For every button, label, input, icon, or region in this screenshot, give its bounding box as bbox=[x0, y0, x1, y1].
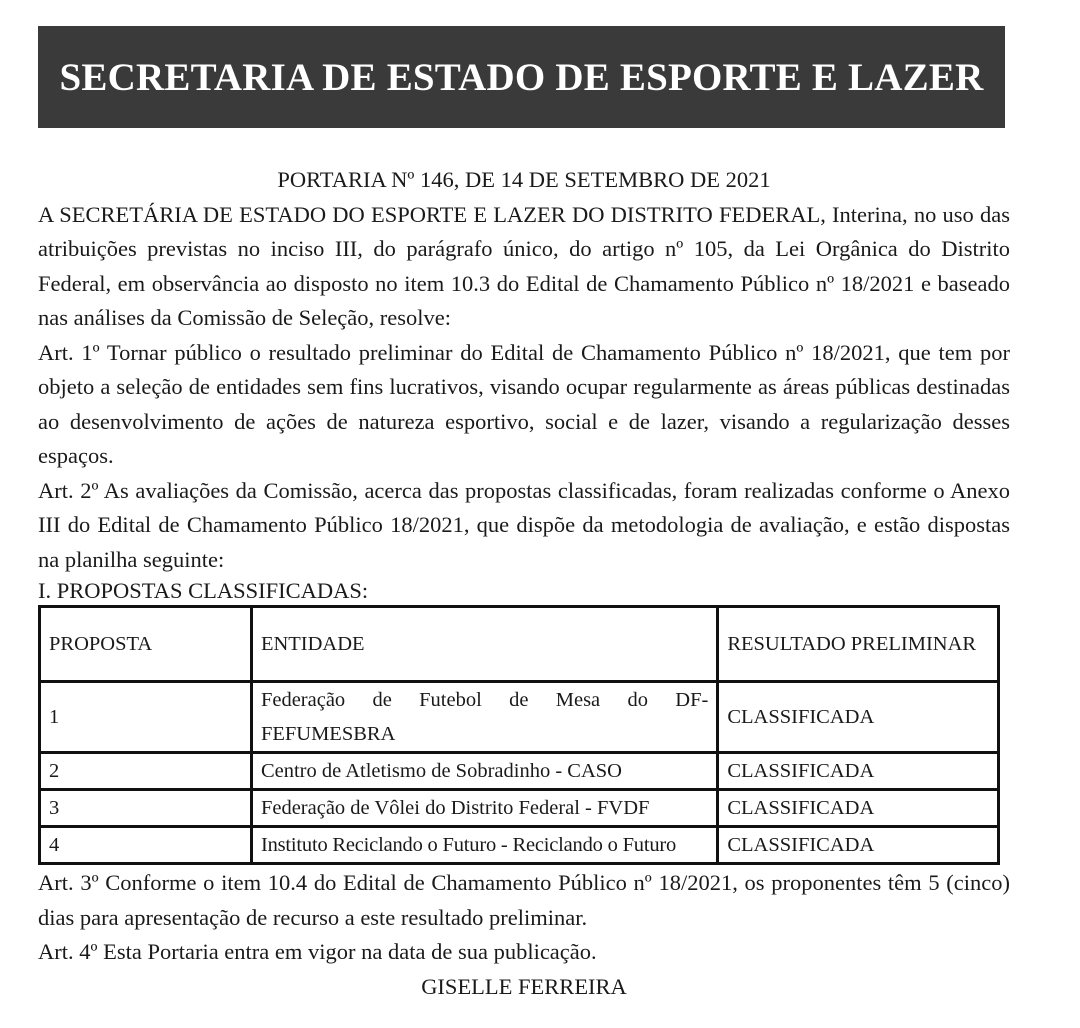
cell-resultado: CLASSIFICADA bbox=[718, 682, 999, 753]
cell-entidade: Federação de Vôlei do Distrito Federal - FVDF bbox=[251, 790, 717, 827]
table-row bbox=[40, 827, 999, 864]
section-title: I. PROPOSTAS CLASSIFICADAS: bbox=[38, 578, 369, 603]
cell-resultado: CLASSIFICADA bbox=[718, 753, 999, 790]
article-2: Art. 2º As avaliações da Comissão, acerca das propostas classificadas, foram realizadas conforme o Anexo III do Edital de Chamamento Público 18/2021, que dispõe da metodologia de avaliação, e estão dispostas na planilha seguinte: bbox=[38, 477, 1010, 572]
preamble-paragraph: A SECRETÁRIA DE ESTADO DO ESPORTE E LAZER DO DISTRITO FEDERAL, Interina, no uso das atribuições previstas no inciso III, do parágrafo único, do artigo nº 105, da Lei Orgânica do Distrito Federal, em observância ao disposto no item 10.3 do Edital de Chamamento Público nº 18/2021 e baseado nas análises da Comissão de Seleção, resolve: bbox=[38, 201, 1010, 330]
header-proposta: PROPOSTA bbox=[40, 607, 252, 682]
table-row bbox=[40, 790, 999, 827]
cell-proposta: 3 bbox=[40, 790, 252, 827]
cell-proposta: 1 bbox=[40, 682, 252, 753]
results-table bbox=[38, 605, 1000, 865]
table-row bbox=[40, 753, 999, 790]
article-4: Art. 4º Esta Portaria entra em vigor na data de sua publicação. bbox=[38, 939, 597, 964]
table-header-row bbox=[40, 607, 999, 682]
header-title: SECRETARIA DE ESTADO DE ESPORTE E LAZER bbox=[59, 55, 984, 99]
document-body bbox=[38, 163, 1010, 1004]
cell-proposta: 4 bbox=[40, 827, 252, 864]
portaria-title: PORTARIA Nº 146, DE 14 DE SETEMBRO DE 2021 bbox=[277, 167, 771, 192]
signatory: GISELLE FERREIRA bbox=[421, 973, 627, 999]
cell-entidade: Centro de Atletismo de Sobradinho - CASO bbox=[251, 753, 717, 790]
cell-resultado: CLASSIFICADA bbox=[718, 790, 999, 827]
header-bar bbox=[38, 26, 1005, 128]
cell-resultado: CLASSIFICADA bbox=[718, 827, 999, 864]
cell-entidade: Instituto Reciclando o Futuro - Reciclando o Futuro bbox=[251, 827, 717, 864]
header-entidade: ENTIDADE bbox=[251, 607, 717, 682]
cell-proposta: 2 bbox=[40, 753, 252, 790]
cell-entidade: Federação de Futebol de Mesa do DF-FEFUMESBRA bbox=[251, 682, 717, 753]
header-resultado: RESULTADO PRELIMINAR bbox=[718, 607, 999, 682]
article-3: Art. 3º Conforme o item 10.4 do Edital de Chamamento Público nº 18/2021, os proponentes têm 5 (cinco) dias para apresentação de recurso a este resultado preliminar. bbox=[38, 870, 1010, 930]
table-row bbox=[40, 682, 999, 753]
article-1: Art. 1º Tornar público o resultado preliminar do Edital de Chamamento Público nº 18/2021, que tem por objeto a seleção de entidades sem fins lucrativos, visando ocupar regularmente as áreas públicas destinadas ao desenvolvimento de ações de natureza esportivo, social e de lazer, visando a regularização desses espaços. bbox=[38, 339, 1010, 468]
